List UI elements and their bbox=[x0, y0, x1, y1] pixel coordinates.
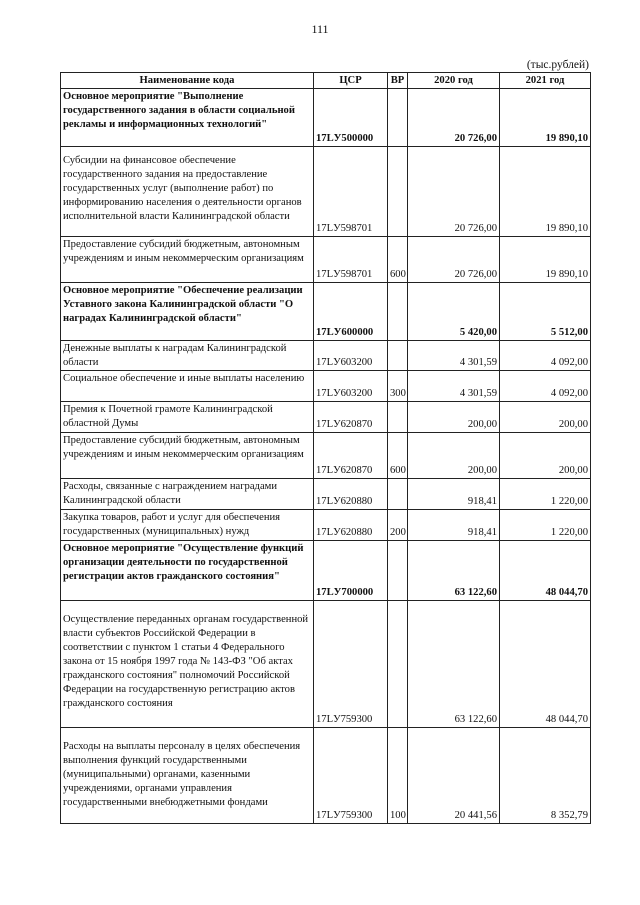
table-row bbox=[61, 237, 591, 283]
budget-table bbox=[60, 72, 591, 824]
row-vr: 300 bbox=[388, 371, 408, 402]
row-2021: 19 890,10 bbox=[500, 89, 591, 147]
row-csr: 17LУ598701 bbox=[314, 237, 388, 283]
row-name: Основное мероприятие "Осуществление функций организации деятельности по государственной регистрации актов гражданского состояния" bbox=[61, 541, 314, 601]
table-row bbox=[61, 341, 591, 371]
row-csr: 17LУ598701 bbox=[314, 147, 388, 237]
row-2021: 200,00 bbox=[500, 433, 591, 479]
row-name: Основное мероприятие "Выполнение государственного задания в области социальной рекламы и информационных технологий" bbox=[61, 89, 314, 147]
row-2021: 4 092,00 bbox=[500, 341, 591, 371]
row-vr bbox=[388, 402, 408, 433]
row-2021: 8 352,79 bbox=[500, 728, 591, 824]
row-csr: 17LУ603200 bbox=[314, 341, 388, 371]
row-csr: 17LУ603200 bbox=[314, 371, 388, 402]
row-2020: 918,41 bbox=[408, 479, 500, 510]
row-csr: 17LУ620870 bbox=[314, 433, 388, 479]
row-name: Закупка товаров, работ и услуг для обеспечения государственных (муниципальных) нужд bbox=[61, 510, 314, 541]
table-row bbox=[61, 402, 591, 433]
row-name: Расходы на выплаты персоналу в целях обеспечения выполнения функций государственными (муниципальными) органами, казенными учреждениями, органами управления государственными внебюджетными фондами bbox=[61, 728, 314, 824]
row-name: Предоставление субсидий бюджетным, автономным учреждениям и иным некоммерческим организациям bbox=[61, 237, 314, 283]
row-name: Предоставление субсидий бюджетным, автономным учреждениям и иным некоммерческим организациям bbox=[61, 433, 314, 479]
header-2020: 2020 год bbox=[408, 73, 500, 89]
row-2020: 4 301,59 bbox=[408, 341, 500, 371]
table-row bbox=[61, 479, 591, 510]
row-2021: 19 890,10 bbox=[500, 147, 591, 237]
row-2021: 48 044,70 bbox=[500, 541, 591, 601]
table-row bbox=[61, 371, 591, 402]
row-vr bbox=[388, 89, 408, 147]
table-row bbox=[61, 89, 591, 147]
row-2020: 5 420,00 bbox=[408, 283, 500, 341]
row-csr: 17LУ620880 bbox=[314, 479, 388, 510]
row-2021: 5 512,00 bbox=[500, 283, 591, 341]
row-vr: 600 bbox=[388, 433, 408, 479]
row-name: Основное мероприятие "Обеспечение реализации Уставного закона Калининградской области "О наградах Калининградской области" bbox=[61, 283, 314, 341]
table-row bbox=[61, 147, 591, 237]
row-2020: 200,00 bbox=[408, 433, 500, 479]
row-2021: 1 220,00 bbox=[500, 510, 591, 541]
row-2020: 200,00 bbox=[408, 402, 500, 433]
row-vr bbox=[388, 479, 408, 510]
row-2020: 918,41 bbox=[408, 510, 500, 541]
row-2021: 4 092,00 bbox=[500, 371, 591, 402]
row-2020: 63 122,60 bbox=[408, 541, 500, 601]
row-vr bbox=[388, 283, 408, 341]
row-name: Денежные выплаты к наградам Калининградской области bbox=[61, 341, 314, 371]
row-2021: 48 044,70 bbox=[500, 601, 591, 728]
table-header-row bbox=[61, 73, 591, 89]
row-vr bbox=[388, 341, 408, 371]
table-row bbox=[61, 728, 591, 824]
header-csr: ЦСР bbox=[314, 73, 388, 89]
row-vr: 100 bbox=[388, 728, 408, 824]
header-2021: 2021 год bbox=[500, 73, 591, 89]
row-csr: 17LУ600000 bbox=[314, 283, 388, 341]
row-2021: 19 890,10 bbox=[500, 237, 591, 283]
row-csr: 17LУ700000 bbox=[314, 541, 388, 601]
header-vr: ВР bbox=[388, 73, 408, 89]
row-vr: 600 bbox=[388, 237, 408, 283]
header-name: Наименование кода bbox=[61, 73, 314, 89]
row-2020: 20 441,56 bbox=[408, 728, 500, 824]
table-row bbox=[61, 433, 591, 479]
table-row bbox=[61, 601, 591, 728]
row-name: Расходы, связанные с награждением наградами Калининградской области bbox=[61, 479, 314, 510]
table-row bbox=[61, 283, 591, 341]
row-vr bbox=[388, 147, 408, 237]
row-vr: 200 bbox=[388, 510, 408, 541]
page-number: 111 bbox=[311, 22, 329, 36]
row-csr: 17LУ500000 bbox=[314, 89, 388, 147]
row-csr: 17LУ759300 bbox=[314, 601, 388, 728]
row-2020: 4 301,59 bbox=[408, 371, 500, 402]
row-vr bbox=[388, 601, 408, 728]
row-2020: 20 726,00 bbox=[408, 147, 500, 237]
row-name: Премия к Почетной грамоте Калининградской областной Думы bbox=[61, 402, 314, 433]
row-name: Социальное обеспечение и иные выплаты населению bbox=[61, 371, 314, 402]
row-2020: 20 726,00 bbox=[408, 237, 500, 283]
row-name: Осуществление переданных органам государственной власти субъектов Российской Федерации в соответствии с пунктом 1 статьи 4 Федерального закона от 15 ноября 1997 года № 143-ФЗ "Об актах гражданского состояния" полномочий Российской Федерации на государственную регистрацию актов гражданского состояния bbox=[61, 601, 314, 728]
row-2020: 20 726,00 bbox=[408, 89, 500, 147]
row-vr bbox=[388, 541, 408, 601]
row-name: Субсидии на финансовое обеспечение государственного задания на предоставление государственных услуг (выполнение работ) по информированию населения о деятельности органов исполнительной власти Калининградской области bbox=[61, 147, 314, 237]
table-row bbox=[61, 541, 591, 601]
table-row bbox=[61, 510, 591, 541]
units-note: (тыс.рублей) bbox=[526, 59, 589, 71]
row-csr: 17LУ620880 bbox=[314, 510, 388, 541]
row-2020: 63 122,60 bbox=[408, 601, 500, 728]
row-csr: 17LУ759300 bbox=[314, 728, 388, 824]
row-2021: 200,00 bbox=[500, 402, 591, 433]
row-csr: 17LУ620870 bbox=[314, 402, 388, 433]
row-2021: 1 220,00 bbox=[500, 479, 591, 510]
